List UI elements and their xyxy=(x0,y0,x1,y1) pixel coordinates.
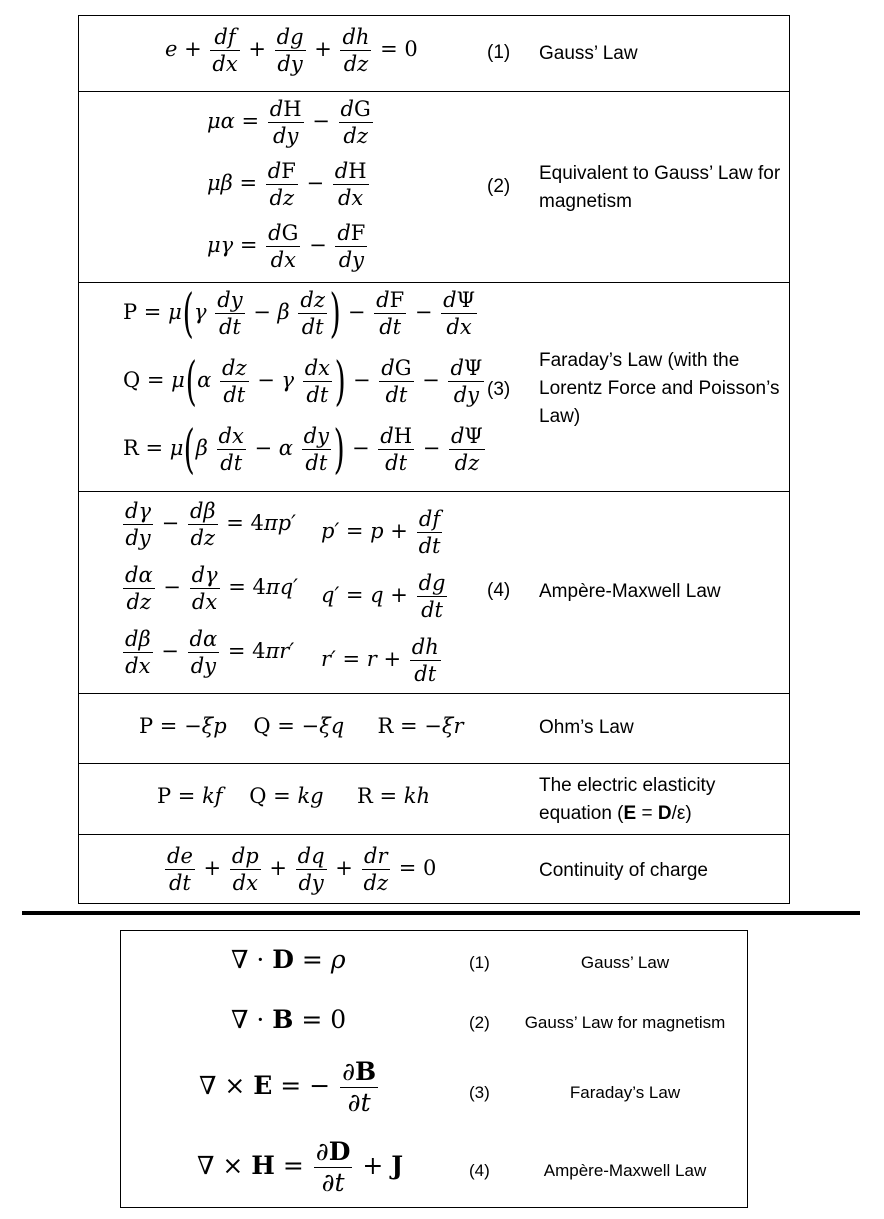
equation-description: The electric elasticity equation (E = D/ε) xyxy=(539,775,716,824)
equation-description: Gauss’ Law xyxy=(539,43,638,64)
equation-description: Equivalent to Gauss’ Law for magnetism xyxy=(539,163,781,212)
equation-number: (4) xyxy=(487,580,511,601)
equation-row-3 xyxy=(79,283,789,492)
equation-row-1 xyxy=(79,16,789,92)
equation-number: (2) xyxy=(487,176,511,197)
modern-equation-description: Gauss’ Law xyxy=(580,953,670,972)
modern-equation-number: (4) xyxy=(469,1161,490,1180)
modern-equation-description: Gauss’ Law for magnetism xyxy=(524,1013,726,1032)
equation-description: Faraday’s Law (with the Lorentz Force and Poisson’s Law) xyxy=(539,350,780,427)
equation-cell: P = −ξp Q = −ξq R = −ξr xyxy=(139,714,464,738)
modern-equation-number: (2) xyxy=(469,1013,490,1032)
equation-number: (1) xyxy=(487,42,511,63)
original-equations-table xyxy=(78,15,790,904)
equation-description: Ohm’s Law xyxy=(539,717,634,738)
equation-row-6 xyxy=(79,764,789,835)
equation-row-5 xyxy=(79,694,789,764)
section-divider xyxy=(22,911,860,915)
modern-equation-2: ∇ · B = 0 xyxy=(231,1005,347,1034)
modern-equation-number: (3) xyxy=(469,1083,490,1102)
equation-cell: $\frac{de}{dt}$ + $\frac{dp}{dx}$ + $\frac{dq}{dy}$ + $\frac{dr}{dz}$ = 0 xyxy=(167,844,437,895)
equation-row-4 xyxy=(79,492,789,694)
equation-number: (3) xyxy=(487,379,511,400)
equation-cell: P = μ(γ $\frac{dy}{dt}$ − β $\frac{dz}{dt}$ ) − $\frac{dF}{dt}$ − $\frac{d\Psi}{dx}$ Q = μ(α $\frac{dz}{dt}$ − γ $\frac{dx}{dt}$ ) − $\frac{dG}{dt}$ − $\frac{d\Psi}{dy}$ R = μ(β $\frac{dx}{dt}$ − α $\frac{dy}{dt}$ ) − $\frac{dH}{dt}$ − $\frac{d\Psi}{dz}$ xyxy=(123,283,483,480)
equation-row-2 xyxy=(79,92,789,283)
equation-cell: P = kf Q = kg R = kh xyxy=(157,784,431,808)
modern-equation-description: Faraday’s Law xyxy=(569,1083,681,1102)
equation-cell: μα = $\frac{dH}{dy}$ − $\frac{dG}{dz}$ μβ = $\frac{dF}{dz}$ − $\frac{dH}{dx}$ μγ = $\frac{dG}{dx}$ − $\frac{dF}{dy}$ xyxy=(207,97,371,272)
modern-equation-3: ∇ × E = − $\frac{\partial B}{\partial t}$ xyxy=(199,1057,377,1117)
equation-description: Continuity of charge xyxy=(539,860,708,881)
modern-equation-description: Ampère-Maxwell Law xyxy=(543,1161,707,1180)
equation-cell: $\frac{d\gamma}{dy}$ − $\frac{d\beta}{dz}$ = 4πp′ p′ = p + $\frac{df}{dt}$ $\frac{d\alpha}{dz}$ − $\frac{d\gamma}{dx}$ = 4πq′ q′ = q + $\frac{dg}{dt}$ $\frac{d\beta}{dx}$ − $\frac{d\alpha}{dy}$ = 4πr′ r′ = r + $\frac{dh}{dt}$ xyxy=(125,499,446,686)
equation-description: Ampère-Maxwell Law xyxy=(539,581,721,602)
modern-equation-number: (1) xyxy=(469,953,490,972)
equation-row-7 xyxy=(79,835,789,905)
equation-cell: e + $\frac{df}{dx}$ + $\frac{dg}{dy}$ + $\frac{dh}{dz}$ = 0 xyxy=(165,25,418,76)
modern-equation-1: ∇ · D = ρ xyxy=(231,945,346,974)
modern-equation-4: ∇ × H = $\frac{\partial D}{\partial t}$ + J xyxy=(197,1137,404,1197)
modern-equations-table xyxy=(120,930,748,1208)
